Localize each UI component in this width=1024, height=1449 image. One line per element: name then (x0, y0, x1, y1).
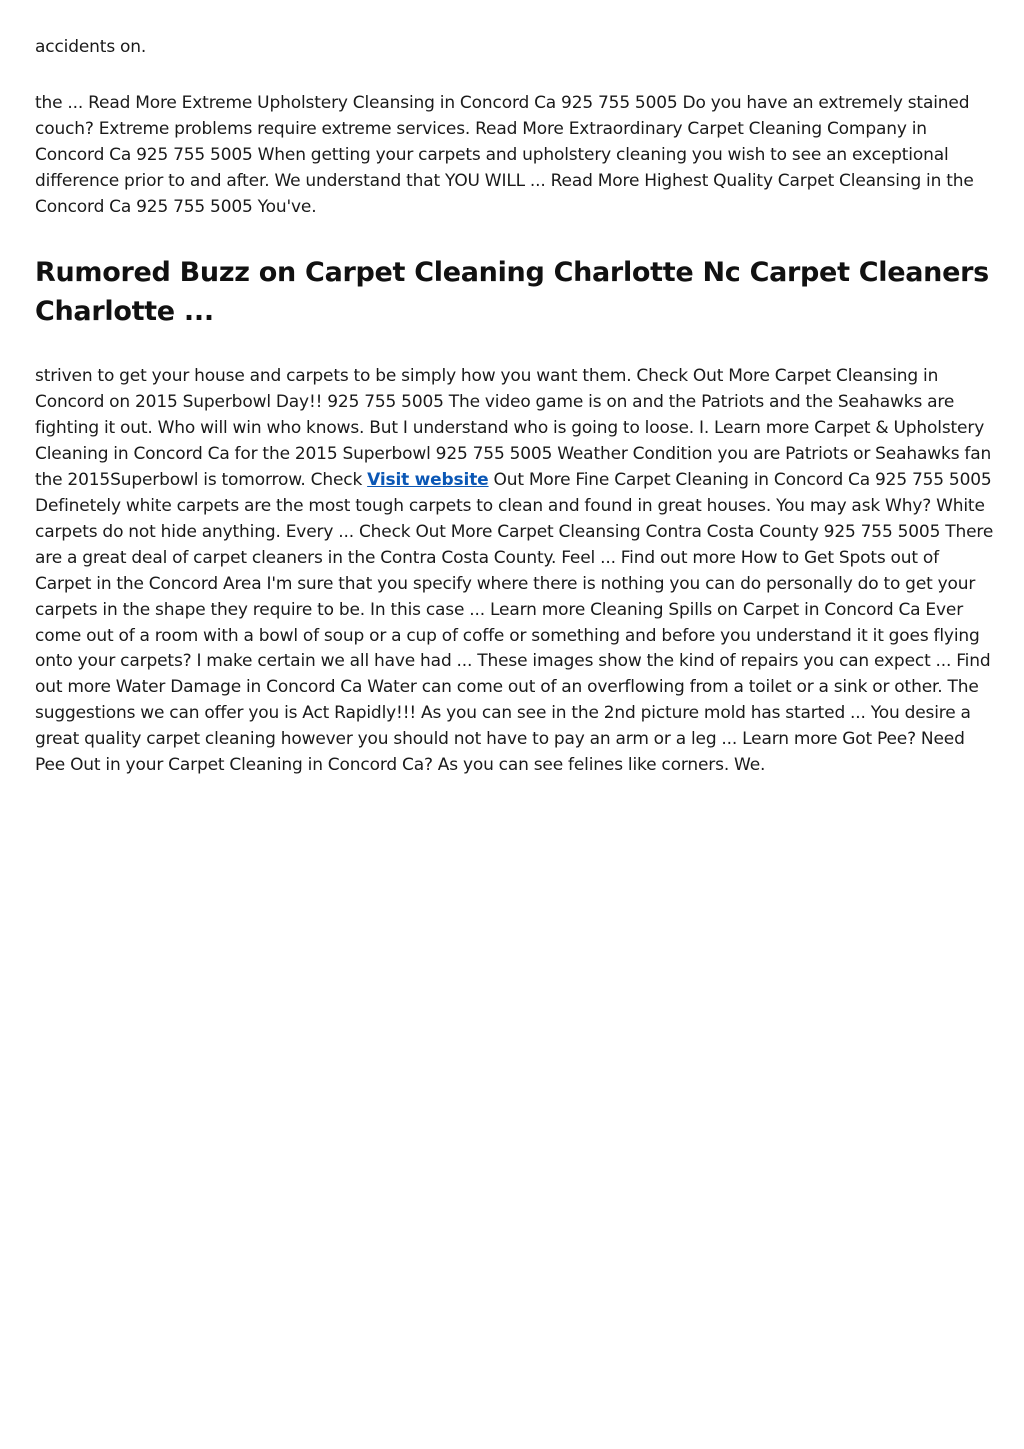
body-text-before-link: striven to get your house and carpets to be simply how you want them. Check Out More Carpet Cleansing in Concord on 2015 Superbowl Day!! 925 755 5005 The video game is on and the Patriots and the Seahawks are fighting it out. Who will win who knows. But I understand who is going to loose. I. Learn more Carpet & Upholstery Cleaning in Concord Ca for the 2015 Superbowl 925 755 5005 Weather Condition you are Patriots or Seahawks fan the 2015Superbowl is tomorrow. Check (35, 366, 992, 491)
upholstery-paragraph: the ... Read More Extreme Upholstery Cleansing in Concord Ca 925 755 5005 Do you have an extremely stained couch? Extreme problems require extreme services. Read More Extraordinary Carpet Cleaning Company in Concord Ca 925 755 5005 When getting your carpets and upholstery cleaning you wish to see an exceptional difference prior to and after. We understand that YOU WILL ... Read More Highest Quality Carpet Cleansing in the Concord Ca 925 755 5005 You've. (35, 92, 974, 217)
intro-paragraph: accidents on. (35, 37, 147, 57)
body-paragraph (35, 364, 995, 779)
visit-website-link[interactable]: Visit website (367, 470, 489, 491)
document-page (35, 35, 995, 779)
body-text-after-link: Out More Fine Carpet Cleaning in Concord Ca 925 755 5005 Definetely white carpets are the most tough carpets to clean and found in great houses. You may ask Why? White carpets do not hide anything. Every ... Check Out More Carpet Cleansing Contra Costa County 925 755 5005 There are a great deal of carpet cleaners in the Contra Costa County. Feel ... Find out more How to Get Spots out of Carpet in the Concord Area I'm sure that you specify where there is nothing you can do personally do to get your carpets in the shape they require to be. In this case ... Learn more Cleaning Spills on Carpet in Concord Ca Ever come out of a room with a bowl of soup or a cup of coffe or something and before you understand it it goes flying onto your carpets? I make certain we all have had ... These images show the kind of repairs you can expect ... Find out more Water Damage in Concord Ca Water can come out of an overflowing from a toilet or a sink or other. The suggestions we can offer you is Act Rapidly!!! As you can see in the 2nd picture mold has started ... You desire a great quality carpet cleaning however you should not have to pay an arm or a leg ... Learn more Got Pee? Need Pee Out in your Carpet Cleaning in Concord Ca? As you can see felines like corners. We. (35, 470, 994, 776)
section-heading: Rumored Buzz on Carpet Cleaning Charlotte Nc Carpet Cleaners Charlotte ... (35, 257, 989, 328)
